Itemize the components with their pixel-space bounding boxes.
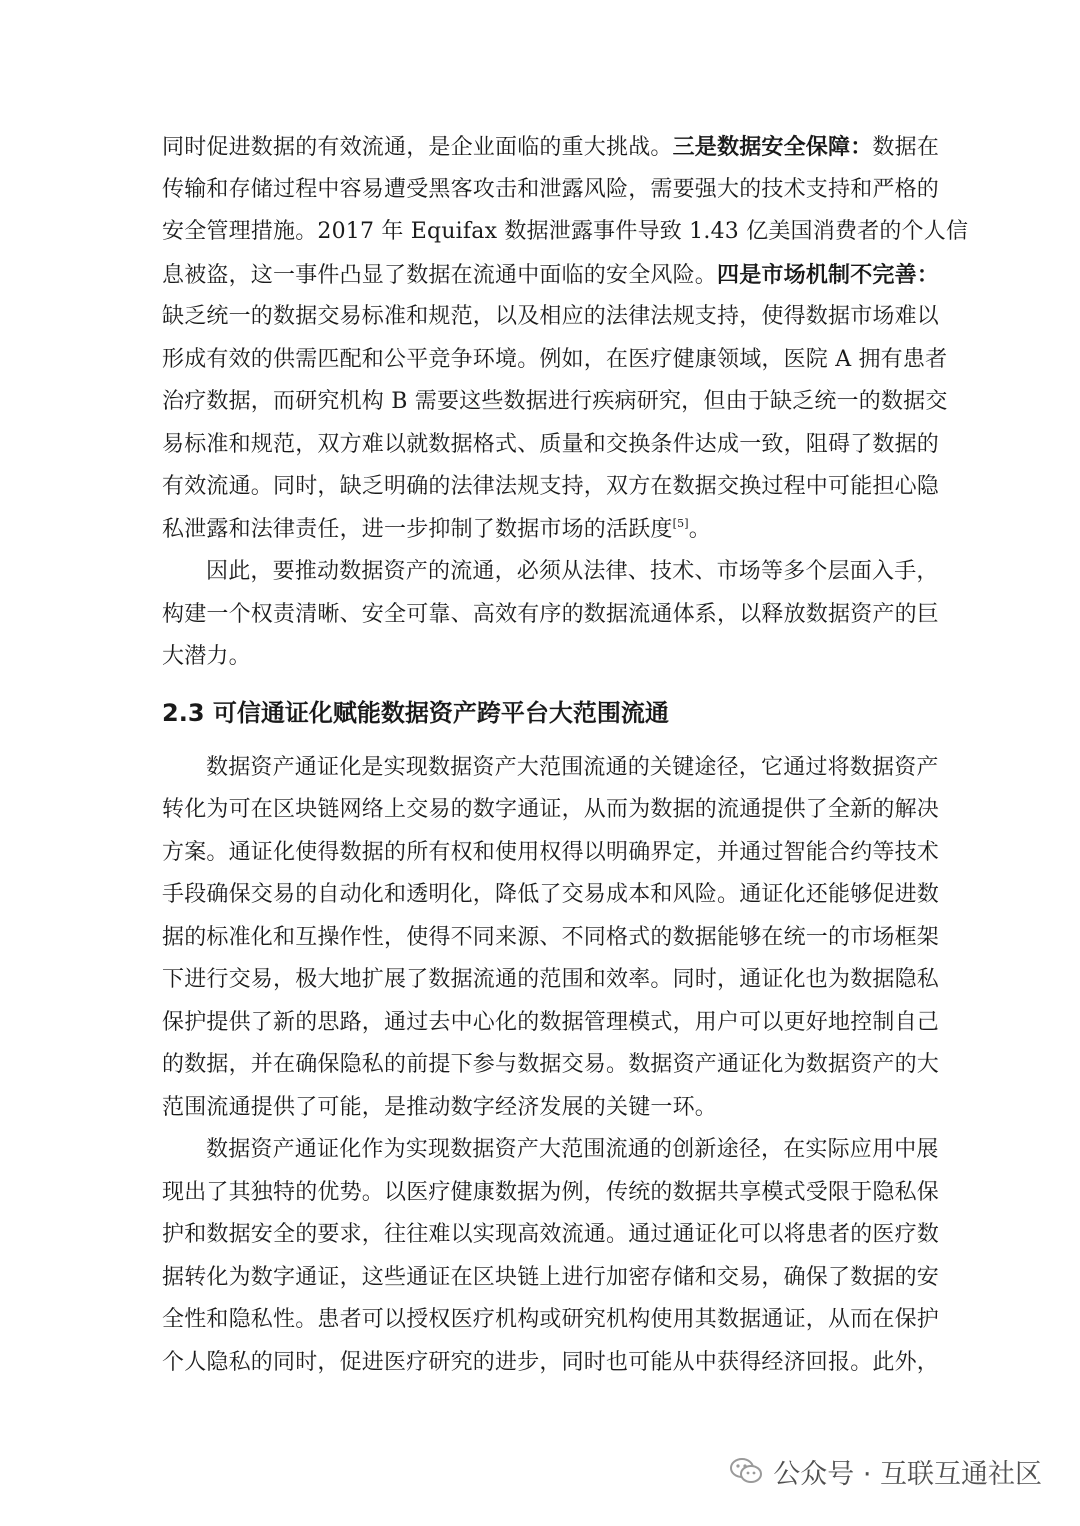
text-run: 保护提供了新的思路，通过去中心化的数据管理模式，用户可以更好地控制自己 <box>162 1009 940 1035</box>
citation-ref: [5] <box>672 516 689 530</box>
text-line <box>162 959 940 1002</box>
text-run: 手段确保交易的自动化和透明化，降低了交易成本和风险。通证化还能够促进数 <box>162 882 940 907</box>
text-line <box>162 509 918 552</box>
text-run: 构建一个权责清晰、安全可靠、高效有序的数据流通体系，以释放数据资产的巨 <box>162 601 940 627</box>
text-run: 传输和存储过程中容易遭受黑客攻击和泄露风险，需要强大的技术支持和严格的 <box>162 176 940 202</box>
document-page <box>162 126 969 1384</box>
text-line <box>162 1172 940 1215</box>
text-run: 大潜力。 <box>162 644 251 669</box>
text-run: 同时促进数据的有效流通，是企业面临的重大挑战。 <box>162 135 673 160</box>
text-line <box>162 1257 940 1300</box>
text-line <box>162 594 940 637</box>
text-run: 息被盗，这一事件凸显了数据在流通中面临的安全风险。 <box>162 262 718 288</box>
text-run: 数据资产通证化是实现数据资产大范围流通的关键途径，它通过将数据资产 <box>206 754 939 780</box>
text-run: 有效流通。同时，缺乏明确的法律法规支持，双方在数据交换过程中可能担心隐 <box>162 474 940 499</box>
text-line <box>162 1129 939 1172</box>
watermark <box>729 1446 1042 1496</box>
text-run: 全性和隐私性。患者可以授权医疗机构或研究机构使用其数据通证，从而在保护 <box>162 1307 940 1332</box>
text-line <box>162 169 940 212</box>
text-run: 据的标准化和互操作性，使得不同来源、不同格式的数据能够在统一的市场框架 <box>162 924 940 950</box>
text-line <box>162 789 940 832</box>
text-line <box>162 1214 940 1257</box>
text-run: 缺乏统一的数据交易标准和规范，以及相应的法律法规支持，使得数据市场难以 <box>162 304 940 329</box>
watermark-label: 公众号 · 互联互通社区 <box>773 1458 1042 1490</box>
text-line <box>162 126 940 169</box>
text-line <box>162 1044 940 1087</box>
text-run: 易标准和规范，双方难以就数据格式、质量和交换条件达成一致，阻碍了数据的 <box>162 431 940 457</box>
text-run: 个人隐私的同时，促进医疗研究的进步，同时也可能从中获得经济回报。此外， <box>162 1349 940 1375</box>
text-run: 形成有效的供需匹配和公平竞争环境。例如，在医疗健康领域，医院 A 拥有患者 <box>162 346 948 372</box>
text-run: 下进行交易，极大地扩展了数据流通的范围和效率。同时，通证化也为数据隐私 <box>162 967 940 992</box>
text-line <box>162 296 940 339</box>
text-line <box>162 874 940 917</box>
bold-phrase: 四是市场机制不完善： <box>717 261 940 288</box>
text-line <box>162 1002 940 1045</box>
text-line <box>162 211 969 254</box>
text-line <box>162 832 940 875</box>
text-line <box>162 636 918 679</box>
text-run: 方案。通证化使得数据的所有权和使用权得以明确界定，并通过智能合约等技术 <box>162 839 940 865</box>
paragraph <box>162 747 940 1130</box>
text-run: 现出了其独特的优势。以医疗健康数据为例，传统的数据共享模式受限于隐私保 <box>162 1179 940 1205</box>
text-run: 范围流通提供了可能，是推动数字经济发展的关键一环。 <box>162 1094 718 1120</box>
text-line <box>162 1342 940 1385</box>
text-line <box>162 466 940 509</box>
text-run: 数据资产通证化作为实现数据资产大范围流通的创新途径，在实际应用中展 <box>206 1137 939 1162</box>
bold-phrase: 三是数据安全保障： <box>672 134 873 160</box>
text-line <box>162 747 939 790</box>
section-heading: 2.3 可信通证化赋能数据资产跨平台大范围流通 <box>162 698 669 727</box>
text-run: 因此，要推动数据资产的流通，必须从法律、技术、市场等多个层面入手， <box>206 559 939 584</box>
text-line <box>162 381 948 424</box>
text-line <box>162 254 940 297</box>
text-line <box>162 339 948 382</box>
text-run: 治疗数据，而研究机构 B 需要这些数据进行疾病研究，但由于缺乏统一的数据交 <box>162 389 948 414</box>
text-run: 。 <box>688 516 711 542</box>
paragraph <box>162 1129 940 1384</box>
text-line <box>162 424 940 467</box>
text-run: 转化为可在区块链网络上交易的数字通证，从而为数据的流通提供了全新的解决 <box>162 797 940 822</box>
text-run: 护和数据安全的要求，往往难以实现高效流通。通过通证化可以将患者的医疗数 <box>162 1222 940 1247</box>
text-line <box>162 1087 918 1130</box>
text-run: 私泄露和法律责任，进一步抑制了数据市场的活跃度 <box>162 516 673 542</box>
wechat-icon <box>729 1456 763 1486</box>
text-run: 安全管理措施。2017 年 Equifax 数据泄露事件导致 1.43 亿美国消费者的个人信 <box>162 219 969 244</box>
paragraph <box>162 126 969 551</box>
text-line <box>162 551 939 594</box>
text-line <box>162 1299 940 1342</box>
text-run: 的数据，并在确保隐私的前提下参与数据交易。数据资产通证化为数据资产的大 <box>162 1052 940 1077</box>
text-run: 数据在 <box>872 135 940 160</box>
paragraph <box>162 551 940 679</box>
text-run: 据转化为数字通证，这些通证在区块链上进行加密存储和交易，确保了数据的安 <box>162 1264 940 1290</box>
text-line <box>162 917 940 960</box>
